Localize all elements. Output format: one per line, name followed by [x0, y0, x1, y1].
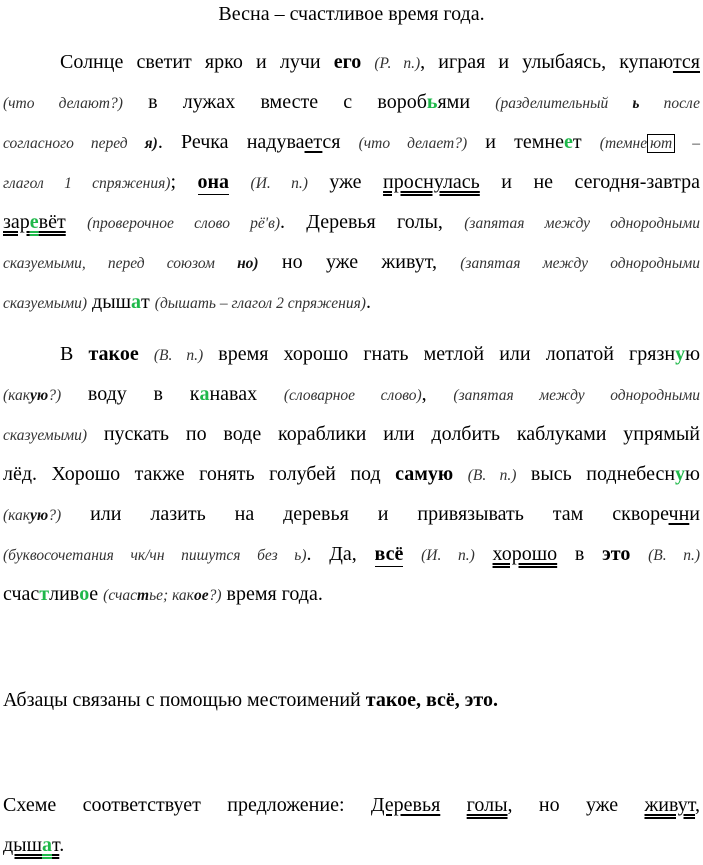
- scheme-line-1: Схеме соответствует предложение: Деревья голы, но уже живут,: [3, 794, 701, 816]
- p2-line-7: счастливое (счастье; какое?) время года.: [3, 583, 323, 605]
- p1-line-7: сказуемыми) дышат (дышать – глагол 2 спряжения).: [3, 291, 371, 313]
- p1-line-4: глагол 1 спряжения); она (И. п.) уже проснулась и не сегодня-завтра: [3, 171, 700, 193]
- p1-line-3: согласного перед я). Речка надувается (что делает?) и темнеет (темне ют –: [3, 131, 701, 153]
- p2-line-5: (какую?) или лазить на деревья и привязывать там скворечни: [3, 503, 700, 525]
- summary-line: Абзацы связаны с помощью местоимений такое, всё, это.: [3, 689, 498, 711]
- p1-line-1: Солнце светит ярко и лучи его (Р. п.), играя и улыбаясь, купаются: [60, 51, 700, 73]
- p1-line-2: (что делают?) в лужах вместе с воробьями (разделительный ь после: [3, 91, 700, 113]
- document-title: Весна – счастливое время года.: [218, 3, 485, 25]
- p2-line-2: (какую?) воду в канавах (словарное слово), (запятая между однородными: [3, 383, 700, 405]
- scheme-line-2: дышат.: [3, 834, 65, 856]
- p2-line-3: сказуемыми) пускать по воде кораблики или долбить каблуками упрямый: [3, 423, 700, 445]
- p2-line-4: лёд. Хорошо также гонять голубей под самую (В. п.) высь поднебесную: [3, 463, 700, 485]
- p2-line-1: В такое (В. п.) время хорошо гнать метлой или лопатой грязную: [60, 343, 701, 365]
- p2-line-6: (буквосочетания чк/чн пишутся без ь). Да, всё (И. п.) хорошо в это (В. п.): [3, 543, 701, 565]
- p1-line-5: заревёт (проверочное слово рё'в). Деревья голы, (запятая между однородными: [3, 211, 700, 233]
- p1-line-6: сказуемыми, перед союзом но) но уже живут, (запятая между однородными: [3, 251, 701, 273]
